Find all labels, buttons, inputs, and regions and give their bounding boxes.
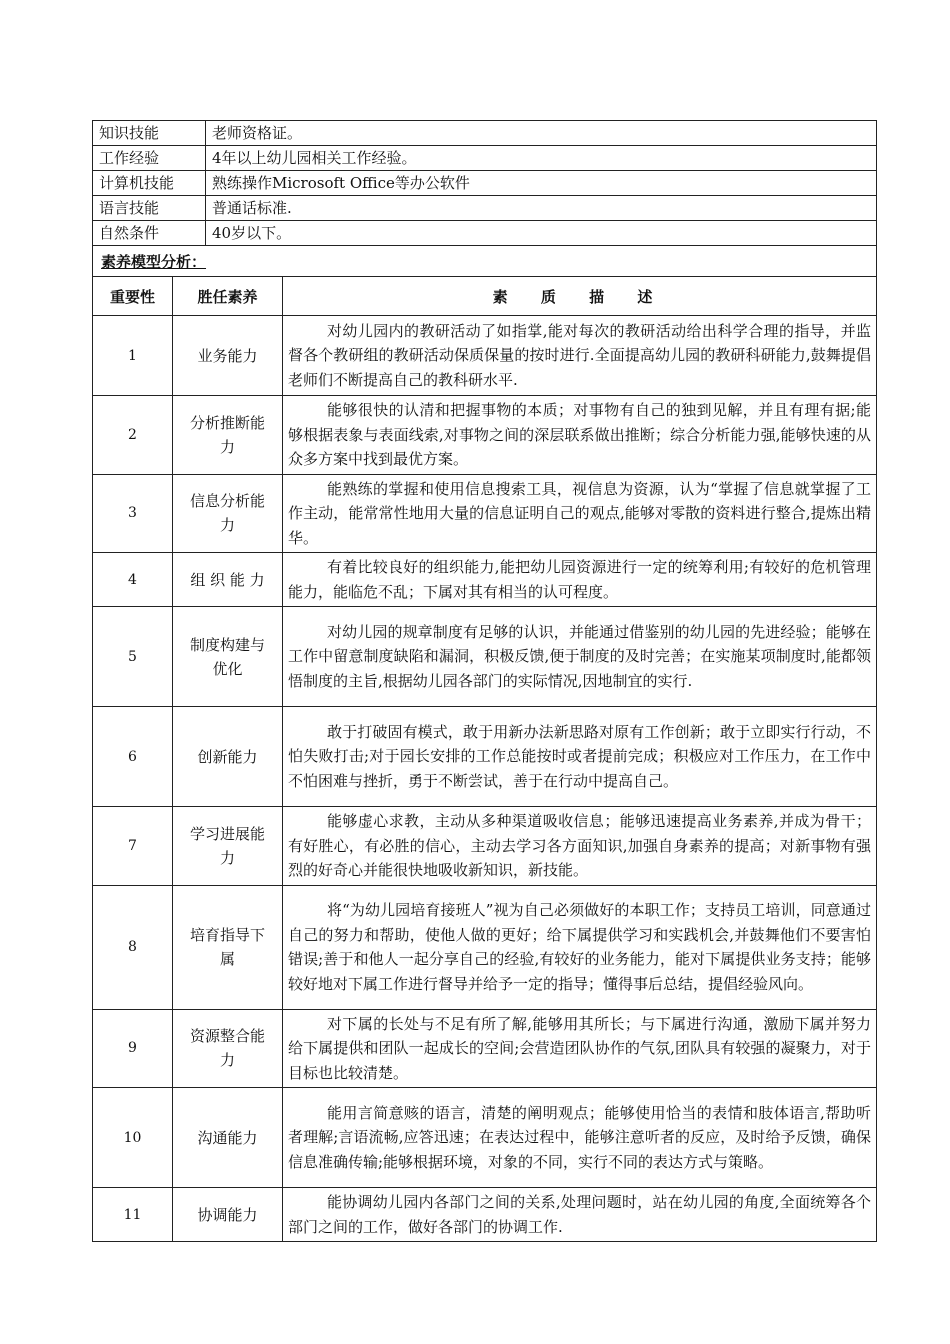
competency-name: 组 织 能 力	[173, 553, 283, 607]
competency-description: 敢于打破固有模式，敢于用新办法新思路对原有工作创新；敢于立即实行行动，不怕失败打击;对于园长安排的工作总能按时或者提前完成；积极应对工作压力，在工作中不怕困难与挫折，勇于不断尝试，善于在行动中提高自己。	[283, 707, 877, 807]
competency-name: 业务能力	[173, 316, 283, 396]
competency-rank: 10	[93, 1088, 173, 1188]
table-row	[93, 885, 877, 1009]
info-label: 工作经验	[93, 146, 206, 171]
info-row-computer	[93, 171, 877, 196]
competency-rank: 5	[93, 607, 173, 707]
competency-rank: 3	[93, 474, 173, 553]
competency-description: 能协调幼儿园内各部门之间的关系,处理问题时，站在幼儿园的角度,全面统筹各个部门之间的工作，做好各部门的协调工作.	[283, 1188, 877, 1242]
table-row	[93, 807, 877, 886]
table-row	[93, 1088, 877, 1188]
competency-description: 将“为幼儿园培育接班人”视为自己必须做好的本职工作；支持员工培训，同意通过自己的努力和帮助，使他人做的更好；给下属提供学习和实践机会,并鼓舞他们不要害怕错误;善于和他人一起分享自己的经验,有较好的业务能力，能对下属提供业务支持；能够较好地对下属工作进行督导并给予一定的指导；懂得事后总结，提倡经验风向。	[283, 885, 877, 1009]
competency-description: 对幼儿园的规章制度有足够的认识，并能通过借鉴别的幼儿园的先进经验；能够在工作中留意制度缺陷和漏洞，积极反馈,便于制度的及时完善；在实施某项制度时,能都领悟制度的主旨,根据幼儿园各部门的实际情况,因地制宜的实行.	[283, 607, 877, 707]
header-description: 素 质 描 述	[283, 277, 877, 316]
competency-name: 培育指导下属	[173, 885, 283, 1009]
competency-name: 沟通能力	[173, 1088, 283, 1188]
table-row	[93, 553, 877, 607]
competency-rank: 2	[93, 396, 173, 475]
competency-rank: 7	[93, 807, 173, 886]
competency-description: 能熟练的掌握和使用信息搜索工具，视信息为资源，认为“掌握了信息就掌握了工作主动，能常常性地用大量的信息证明自己的观点,能够对零散的资料进行整合,提炼出精华。	[283, 474, 877, 553]
info-row-experience	[93, 146, 877, 171]
info-label: 计算机技能	[93, 171, 206, 196]
competency-name: 分析推断能力	[173, 396, 283, 475]
table-row	[93, 607, 877, 707]
competency-rank: 11	[93, 1188, 173, 1242]
competency-description: 能够很快的认清和把握事物的本质；对事物有自己的独到见解，并且有理有据;能够根据表象与表面线索,对事物之间的深层联系做出推断；综合分析能力强,能够快速的从众多方案中找到最优方案。	[283, 396, 877, 475]
info-label: 自然条件	[93, 221, 206, 246]
header-competency: 胜任素养	[173, 277, 283, 316]
info-label: 知识技能	[93, 121, 206, 146]
info-value: 4年以上幼儿园相关工作经验。	[206, 146, 877, 171]
document-page	[92, 120, 876, 1242]
section-row	[93, 246, 877, 277]
competency-description: 有着比较良好的组织能力,能把幼儿园资源进行一定的统筹利用;有较好的危机管理能力，能临危不乱；下属对其有相当的认可程度。	[283, 553, 877, 607]
info-value: 40岁以下。	[206, 221, 877, 246]
table-row	[93, 396, 877, 475]
competency-rank: 1	[93, 316, 173, 396]
header-importance: 重要性	[93, 277, 173, 316]
competency-description: 能够虚心求教，主动从多种渠道吸收信息；能够迅速提高业务素养,并成为骨干；有好胜心，有必胜的信心，主动去学习各方面知识,加强自身素养的提高；对新事物有强烈的好奇心并能很快地吸收新知识，新技能。	[283, 807, 877, 886]
competency-name: 资源整合能力	[173, 1009, 283, 1088]
competency-rank: 6	[93, 707, 173, 807]
table-header	[93, 277, 877, 316]
info-row-knowledge	[93, 121, 877, 146]
competency-description: 对下属的长处与不足有所了解,能够用其所长；与下属进行沟通，激励下属并努力给下属提供和团队一起成长的空间;会营造团队协作的气氛,团队具有较强的凝聚力，对于目标也比较清楚。	[283, 1009, 877, 1088]
table-row	[93, 707, 877, 807]
competency-description: 对幼儿园内的教研活动了如指掌,能对每次的教研活动给出科学合理的指导，并监督各个教研组的教研活动保质保量的按时进行.全面提高幼儿园的教研科研能力,鼓舞提倡老师们不断提高自己的教科研水平.	[283, 316, 877, 396]
table-row	[93, 316, 877, 396]
requirements-table	[92, 120, 877, 277]
competency-name: 制度构建与优化	[173, 607, 283, 707]
info-value: 熟练操作Microsoft Office等办公软件	[206, 171, 877, 196]
info-value: 老师资格证。	[206, 121, 877, 146]
info-label: 语言技能	[93, 196, 206, 221]
info-row-natural	[93, 221, 877, 246]
competency-name: 创新能力	[173, 707, 283, 807]
competency-name: 协调能力	[173, 1188, 283, 1242]
table-row	[93, 1009, 877, 1088]
info-value: 普通话标准.	[206, 196, 877, 221]
competency-rank: 4	[93, 553, 173, 607]
competency-rank: 9	[93, 1009, 173, 1088]
table-row	[93, 474, 877, 553]
section-title: 素养模型分析：	[101, 252, 207, 271]
competency-table	[92, 276, 877, 1242]
competency-description: 能用言简意赅的语言，清楚的阐明观点；能够使用恰当的表情和肢体语言,帮助听者理解;言语流畅,应答迅速；在表达过程中，能够注意听者的反应，及时给予反馈，确保信息准确传输;能够根据环境，对象的不同，实行不同的表达方式与策略。	[283, 1088, 877, 1188]
competency-name: 学习进展能力	[173, 807, 283, 886]
competency-rank: 8	[93, 885, 173, 1009]
table-row	[93, 1188, 877, 1242]
competency-name: 信息分析能力	[173, 474, 283, 553]
info-row-language	[93, 196, 877, 221]
